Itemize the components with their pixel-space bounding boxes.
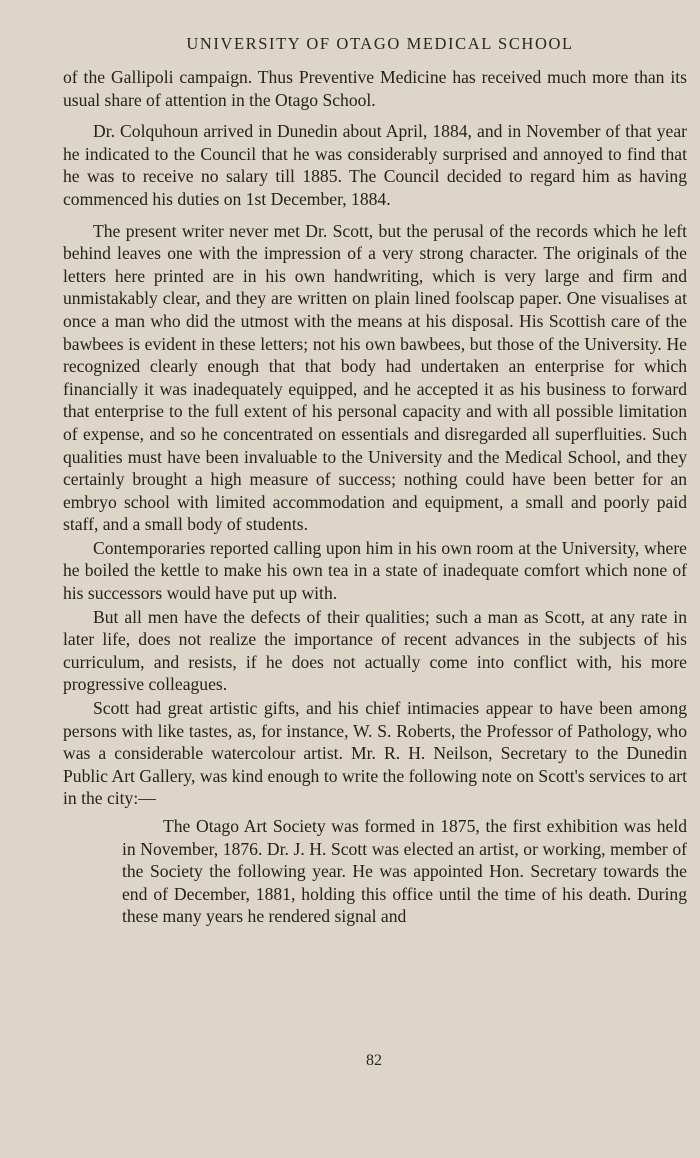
paragraph: Scott had great artistic gifts, and his chief intimacies appear to have been among persons with like tastes, as, for instance, W. S. Roberts, the Professor of Pathology, who was a considerable watercolour artist. Mr. R. H. Neilson, Secretary to the Dunedin Public Art Gallery, was kind enough to write the following note on Scott's services to art in the city:— (63, 698, 687, 809)
paragraph: of the Gallipoli campaign. Thus Preventive Medicine has received much more than its usual share of attention in the Otago School. (63, 67, 687, 110)
paragraph: Dr. Colquhoun arrived in Dunedin about April, 1884, and in November of that year he indicated to the Council that he was considerably surprised and annoyed to find that he was to receive no salary till 1885. The Council decided to regard him as having commenced his duties on 1st December, 1884. (63, 121, 687, 209)
block-quotation: The Otago Art Society was formed in 1875, the first exhibition was held in November, 1876. Dr. J. H. Scott was elected an artist, or working, member of the Society the following year. He was appointed Hon. Secretary towards the end of December, 1881, holding this office until the time of his death. During these many years he rendered signal and (122, 816, 687, 927)
page-number: 82 (366, 1052, 382, 1069)
paragraph: The present writer never met Dr. Scott, but the perusal of the records which he left behind leaves one with the impression of a very strong character. The originals of the letters here printed are in his own handwriting, which is very large and firm and unmistakably clear, and they are written on plain lined foolscap paper. One visualises at once a man who did the utmost with the means at his disposal. His Scottish care of the bawbees is evident in these letters; not his own bawbees, but those of the University. He recognized clearly enough that that body had undertaken an enterprise for which financially it was inadequately equipped, and he accepted it as his business to forward that enterprise to the full extent of his personal capacity and with all possible limitation of expense, and so he concentrated on essentials and disregarded all superfluities. Such qualities must have been invaluable to the University and the Medical School, and they certainly brought a high measure of success; nothing could have been better for an embryo school with limited accommodation and equipment, a small and poorly paid staff, and a small body of students. (63, 220, 687, 535)
body-text (63, 66, 687, 928)
paragraph: Contemporaries reported calling upon him in his own room at the University, where he boiled the kettle to make his own tea in a state of inadequate comfort which none of his successors would have put up with. (63, 537, 687, 604)
running-header: UNIVERSITY OF OTAGO MEDICAL SCHOOL (186, 34, 574, 53)
paragraph: But all men have the defects of their qualities; such a man as Scott, at any rate in later life, does not realize the importance of recent advances in the subjects of his curriculum, and resists, if he does not actually come into conflict with, his more progressive colleagues. (63, 606, 687, 695)
